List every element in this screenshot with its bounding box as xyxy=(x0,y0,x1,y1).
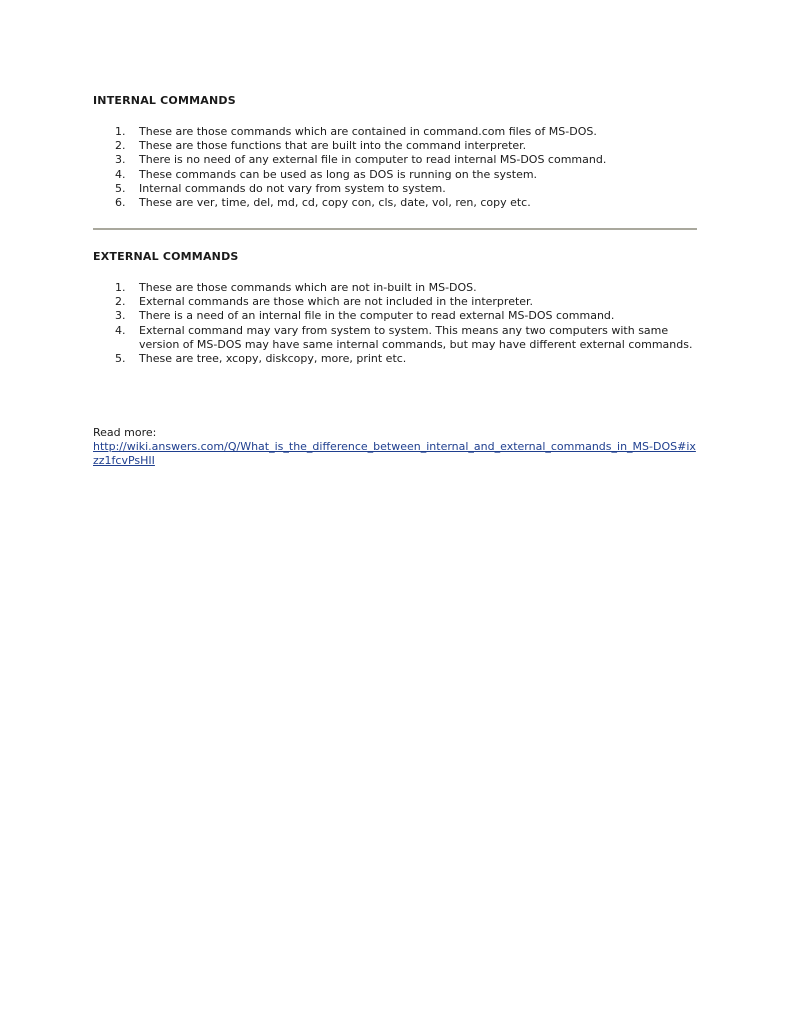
internal-commands-heading: INTERNAL COMMANDS xyxy=(93,94,236,107)
list-item-text: There is a need of an internal file in the computer to read external MS-DOS command. xyxy=(139,309,615,323)
list-item xyxy=(93,182,697,196)
external-commands-list xyxy=(93,281,697,366)
list-item-number: 6. xyxy=(115,196,126,210)
list-item xyxy=(93,139,697,153)
list-item-number: 3. xyxy=(115,153,126,167)
list-item-number: 1. xyxy=(115,125,126,138)
list-item-text: Internal commands do not vary from system to system. xyxy=(139,181,446,195)
list-item-text: These are tree, xcopy, diskcopy, more, print etc. xyxy=(139,352,407,366)
internal-commands-list xyxy=(93,125,697,210)
list-item-text: There is no need of any external file in computer to read internal MS-DOS command. xyxy=(139,153,607,167)
source-link[interactable]: http://wiki.answers.com/Q/What_is_the_difference_between_internal_and_external_commands_in_MS-DOS#ixzz1fcvPsHII xyxy=(93,440,696,468)
read-more-label: Read more: xyxy=(93,426,157,439)
list-item-number: 2. xyxy=(115,139,126,153)
list-item xyxy=(93,324,697,352)
list-item xyxy=(93,352,697,366)
list-item-text: These are ver, time, del, md, cd, copy con, cls, date, vol, ren, copy etc. xyxy=(139,196,531,210)
list-item-number: 4. xyxy=(115,323,126,337)
list-item xyxy=(93,295,697,309)
list-item-text: External command may vary from system to system. This means any two computers with same version of MS-DOS may have same internal commands, but may have different external commands. xyxy=(139,323,693,351)
external-commands-heading: EXTERNAL COMMANDS xyxy=(93,250,239,263)
list-item-text: These are those functions that are built into the command interpreter. xyxy=(139,139,527,153)
list-item xyxy=(93,196,697,210)
list-item xyxy=(93,153,697,167)
list-item xyxy=(93,168,697,182)
list-item-number: 4. xyxy=(115,167,126,181)
list-item-number: 5. xyxy=(115,181,126,195)
list-item-text: External commands are those which are not included in the interpreter. xyxy=(139,295,534,309)
list-item-text: These are those commands which are contained in command.com files of MS-DOS. xyxy=(139,125,597,138)
list-item-text: These commands can be used as long as DOS is running on the system. xyxy=(139,167,538,181)
list-item-number: 5. xyxy=(115,352,126,366)
list-item-number: 1. xyxy=(115,281,126,294)
list-item-number: 3. xyxy=(115,309,126,323)
list-item xyxy=(93,281,697,295)
list-item-number: 2. xyxy=(115,295,126,309)
list-item xyxy=(93,125,697,139)
list-item xyxy=(93,309,697,323)
read-more-block xyxy=(93,426,697,469)
section-divider xyxy=(93,228,697,230)
list-item-text: These are those commands which are not in-built in MS-DOS. xyxy=(139,281,477,294)
